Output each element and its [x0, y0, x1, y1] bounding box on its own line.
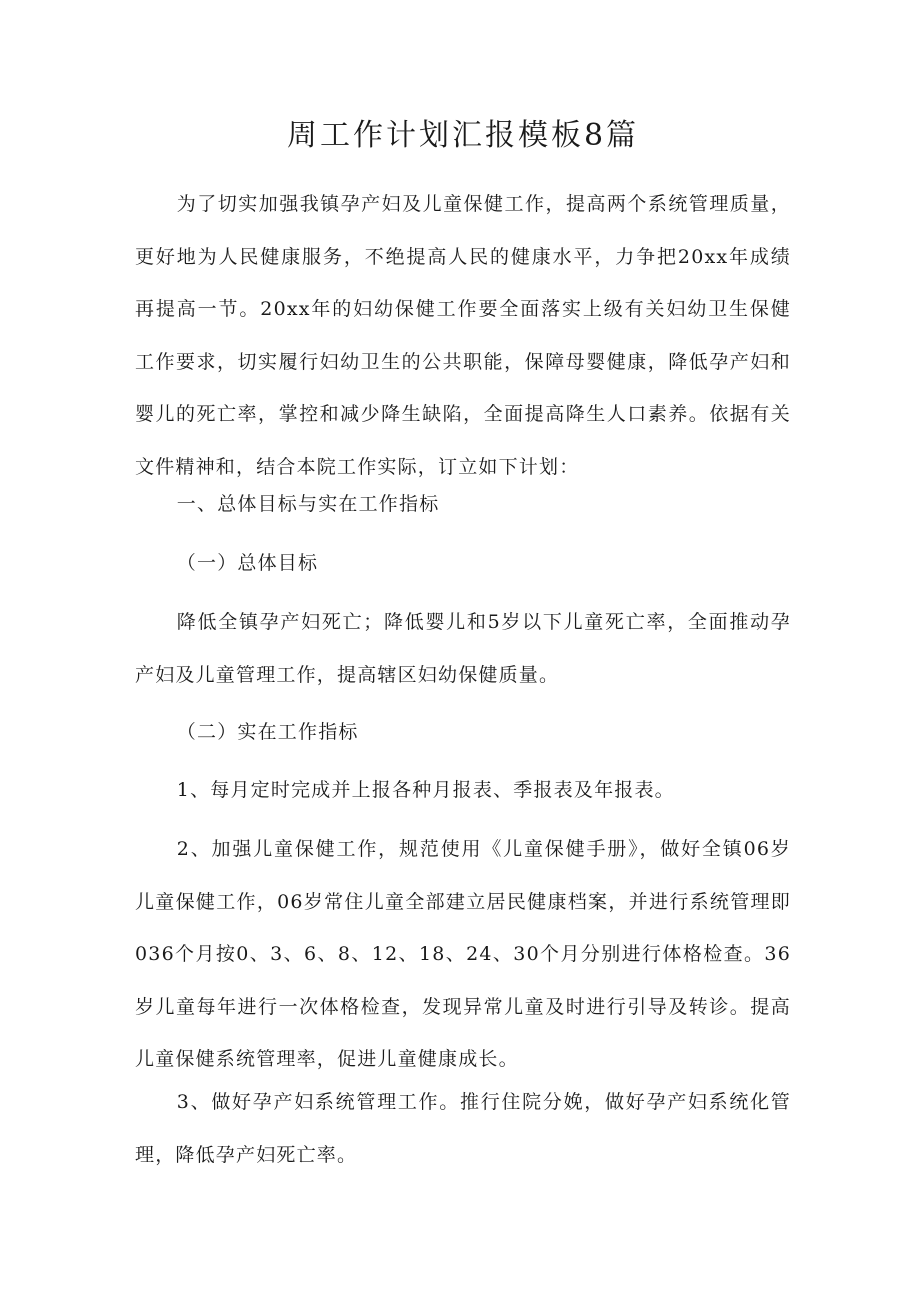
goal-paragraph: 降低全镇孕产妇死亡；降低婴儿和5岁以下儿童死亡率，全面推动孕产妇及儿童管理工作，提高辖区妇幼保健质量。: [135, 611, 791, 686]
list-item-1: 1、每月定时完成并上报各种月报表、季报表及年报表。: [176, 779, 675, 801]
subsection-heading-2: （二）实在工作指标: [176, 721, 359, 743]
list-item-2: 2、加强儿童保健工作，规范使用《儿童保健手册》，做好全镇06岁儿童保健工作，06岁常住儿童全部建立居民健康档案，并进行系统管理即036个月按0、3、6、8、12、18、24、30个月分别进行体格检查。36岁儿童每年进行一次体格检查，发现异常儿童及时进行引导及转诊。提高儿童保健系统管理率，促进儿童健康成长。: [135, 838, 791, 1070]
list-item-3: 3、做好孕产妇系统管理工作。推行住院分娩，做好孕产妇系统化管理，降低孕产妇死亡率。: [135, 1091, 791, 1166]
document-title: 周工作计划汇报模板8篇: [286, 118, 640, 153]
section-heading-1: 一、总体目标与实在工作指标: [176, 493, 440, 515]
intro-paragraph: 为了切实加强我镇孕产妇及儿童保健工作，提高两个系统管理质量，更好地为人民健康服务，不绝提高人民的健康水平，力争把20xx年成绩再提高一节。20xx年的妇幼保健工作要全面落实上级有关妇幼卫生保健工作要求，切实履行妇幼卫生的公共职能，保障母婴健康，降低孕产妇和婴儿的死亡率，掌控和减少降生缺陷，全面提高降生人口素养。依据有关文件精神和，结合本院工作实际，订立如下计划：: [135, 193, 791, 478]
subsection-heading-1: （一）总体目标: [176, 552, 319, 574]
